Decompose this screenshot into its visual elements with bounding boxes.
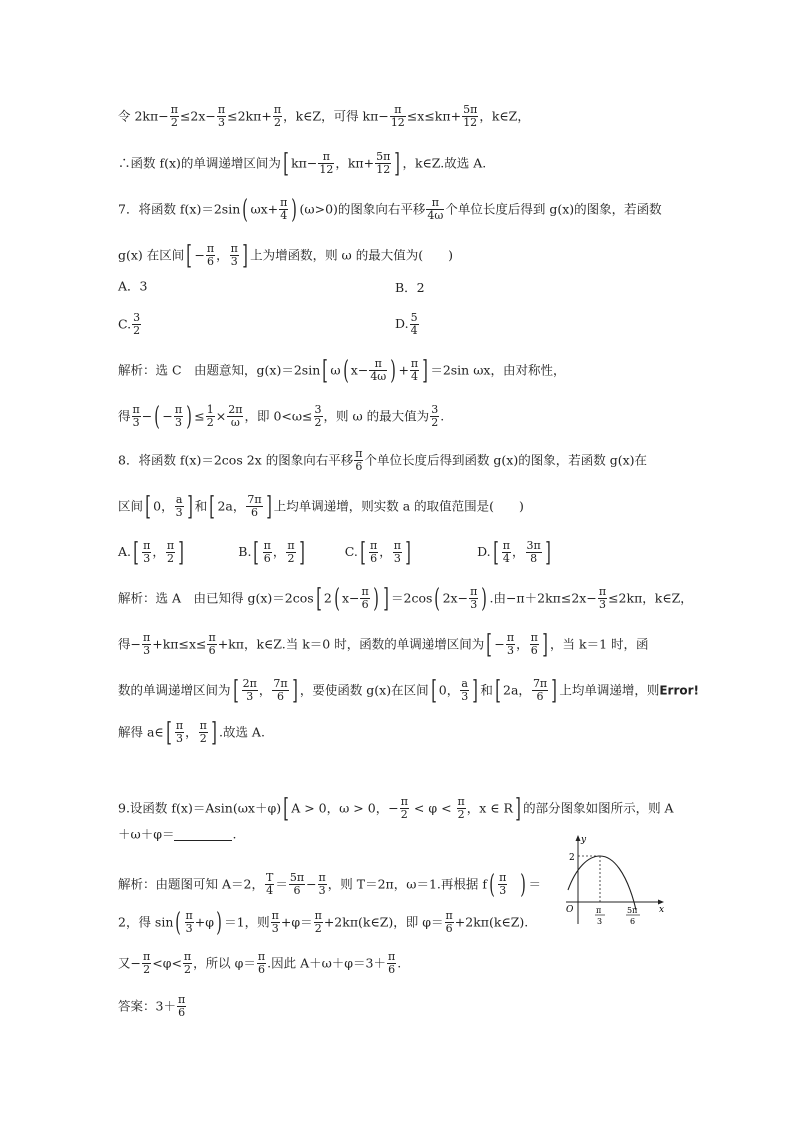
fraction: $\frac{2\pi}{\omega}$ <box>228 403 243 429</box>
fraction: $\frac{5\pi}{12}$ <box>376 150 391 176</box>
fraction: $\frac{3}{2}$ <box>431 403 439 429</box>
tick-label-5pi: 5π <box>627 906 638 915</box>
option-d: D. $\frac{5}{4}$ <box>395 311 418 337</box>
solution-7: 解析：选 C 由题意知，g(x)＝2sin[ ω( x− $\frac{\pi}{4\omega}$ ) + $\frac{\pi}{4}$ ] ＝2sin ωx，由对称性， <box>118 355 566 386</box>
option-b: B．2 <box>395 280 425 295</box>
option-a: A．3 <box>118 278 148 294</box>
fraction: $\frac{5\pi}{12}$ <box>463 103 478 129</box>
question-8-options <box>118 537 553 568</box>
fraction: $\frac{\pi}{6}$ <box>206 242 215 268</box>
solution-line-1: 令 2kπ− $\frac{\pi}{2}$ ≤2x− $\frac{\pi}{3}$ ≤2kπ+ $\frac{\pi}{2}$ ，k∈Z，可得 kπ− $\frac{\pi}{12}$ ≤x≤kπ+ $\frac{5\pi}{12}$ ，k∈Z， <box>118 103 530 129</box>
y-axis-arrow <box>576 835 581 841</box>
fraction: $\frac{\pi}{3}$ <box>230 242 238 268</box>
fraction: $\frac{a}{3}$ <box>175 493 183 519</box>
option-d: D.[ $\frac{\pi}{4}$ ， $\frac{3\pi}{8}$ ] <box>477 537 551 568</box>
fraction: $\frac{3}{2}$ <box>133 311 141 337</box>
option-a: A.[ $\frac{\pi}{3}$ ， $\frac{\pi}{2}$ ] <box>118 537 185 568</box>
fraction: $\frac{\pi}{3}$ <box>217 103 226 129</box>
tick-label-three: 3 <box>597 917 603 926</box>
fraction: $\frac{1}{2}$ <box>206 403 214 429</box>
solution-8-line-4: 解得 a∈[ $\frac{\pi}{3}$ ， $\frac{\pi}{2}$ ] .故选 A. <box>118 717 265 748</box>
question-7: 7．将函数 f(x)＝2sin( ωx+ $\frac{\pi}{4}$ ) (ω>0)的图象向右平移 $\frac{\pi}{4\omega}$ 个单位长度后得到 g(x)的图象，若函数 <box>118 194 662 225</box>
option-c: C.[ $\frac{\pi}{6}$ ， $\frac{\pi}{3}$ ] <box>344 537 411 568</box>
option-b: B.[ $\frac{\pi}{6}$ ， $\frac{\pi}{2}$ ] <box>238 537 305 568</box>
fraction: $\frac{3}{2}$ <box>314 403 322 429</box>
fraction: $\frac{\pi}{4}$ <box>280 196 288 222</box>
question-7-cont: g(x) 在区间[ − $\frac{\pi}{6}$ ， $\frac{\pi}{3}$ ] 上为增函数，则 ω 的最大值为( ) <box>118 240 453 271</box>
sine-graph-figure <box>556 832 668 930</box>
fraction: $\frac{\pi}{4\omega}$ <box>370 357 387 383</box>
fraction: $\frac{\pi}{2}$ <box>273 103 282 129</box>
question-9-cont: ＋ω＋φ＝ . <box>118 826 237 842</box>
origin-label: O <box>566 905 574 915</box>
x-axis-label: x <box>659 905 665 915</box>
solution-9: 解析：由题图可知 A＝2， $\frac{T}{4}$ ＝ $\frac{5\pi}{6}$ − $\frac{\pi}{3}$ ，则 T＝2π，ω＝1.再根据 f( $\frac{\pi}{3}$ ) ＝ <box>118 869 542 900</box>
fraction: $\frac{\pi}{6}$ <box>355 447 363 473</box>
fraction: $\frac{\pi}{3}$ <box>132 403 140 429</box>
fraction: $\frac{\pi}{4}$ <box>410 357 419 383</box>
fraction: $\frac{\pi}{4\omega}$ <box>427 196 444 222</box>
error-text: Error! <box>659 683 700 698</box>
question-8: 8．将函数 f(x)＝2cos 2x 的图象向右平移 $\frac{\pi}{6}$ 个单位长度后得到函数 g(x)的图象，若函数 g(x)在 <box>118 447 647 473</box>
solution-9-line-3: 又− $\frac{\pi}{2}$ <φ< $\frac{\pi}{2}$ ，所以 φ＝ $\frac{\pi}{6}$ .因此 A＋ω＋φ＝3＋ $\frac{\pi}{6}$ . <box>118 950 402 976</box>
solution-8: 解析：选 A 由已知得 g(x)＝2cos[ 2( x− $\frac{\pi}{6}$ ) ] ＝2cos( 2x− $\frac{\pi}{3}$ ) .由−π＋2kπ≤2x− $\frac{\pi}{3}$ ≤2kπ，k∈Z， <box>118 583 693 614</box>
question-9: 9.设函数 f(x)＝Asin(ωx＋φ)[ A > 0，ω > 0，− $\frac{\pi}{2}$ < φ < $\frac{\pi}{2}$ ，x ∈ R] 的部分图象如图所示，则 A <box>118 793 674 824</box>
solution-8-line-2: 得− $\frac{\pi}{3}$ +kπ≤x≤ $\frac{\pi}{6}$ +kπ，k∈Z.当 k＝0 时，函数的单调递增区间为[ − $\frac{\pi}{3}$ ， $\frac{\pi}{6}$ ] ，当 k＝1 时，函 <box>118 629 649 660</box>
fraction: $\frac{\pi}{12}$ <box>319 150 334 176</box>
solution-7-cont: 得 $\frac{\pi}{3}$ −( − $\frac{\pi}{3}$ ) ≤ $\frac{1}{2}$ × $\frac{2\pi}{\omega}$ ，即 0<ω≤ $\frac{3}{2}$ ，则 ω 的最大值为 $\frac{3}{2}$ . <box>118 401 445 432</box>
solution-line-2: ∴函数 f(x)的单调递增区间为[ kπ− $\frac{\pi}{12}$ ，kπ+ $\frac{5\pi}{12}$ ] ，k∈Z.故选 A. <box>118 148 487 179</box>
fraction: $\frac{\pi}{2}$ <box>170 103 178 129</box>
option-c: C. $\frac{3}{2}$ <box>118 311 141 337</box>
tick-label-six: 6 <box>630 917 636 926</box>
fraction: $\frac{7\pi}{6}$ <box>247 493 262 519</box>
question-8-cont: 区间[ 0， $\frac{a}{3}$ ] 和[ 2a， $\frac{7\pi}{6}$ ] 上均单调递增，则实数 a 的取值范围是( ) <box>118 491 524 522</box>
fraction: $\frac{\pi}{3}$ <box>174 403 183 429</box>
answer-blank <box>174 828 232 841</box>
answer-9: 答案：3＋ $\frac{\pi}{6}$ <box>118 993 186 1019</box>
solution-9-line-2: 2，得 sin( $\frac{\pi}{3}$ +φ) ＝1，则 $\frac{\pi}{3}$ +φ＝ $\frac{\pi}{2}$ +2kπ(k∈Z)，即 φ＝ $\frac{\pi}{6}$ +2kπ(k∈Z). <box>118 907 529 938</box>
tick-label-pi: π <box>596 906 602 915</box>
x-axis-arrow <box>658 900 664 905</box>
fraction: $\frac{5}{4}$ <box>410 311 418 337</box>
y-axis-label: y <box>581 835 587 845</box>
fraction: $\frac{\pi}{12}$ <box>390 103 405 129</box>
solution-8-line-3: 数的单调递增区间为[ $\frac{2\pi}{3}$ ， $\frac{7\pi}{6}$ ] ，要使函数 g(x)在区间[ 0， $\frac{a}{3}$ ] 和[ 2a， $\frac{7\pi}{6}$ ] 上均单调递增，则Error! <box>118 675 700 706</box>
y-value-label: 2 <box>569 853 575 863</box>
